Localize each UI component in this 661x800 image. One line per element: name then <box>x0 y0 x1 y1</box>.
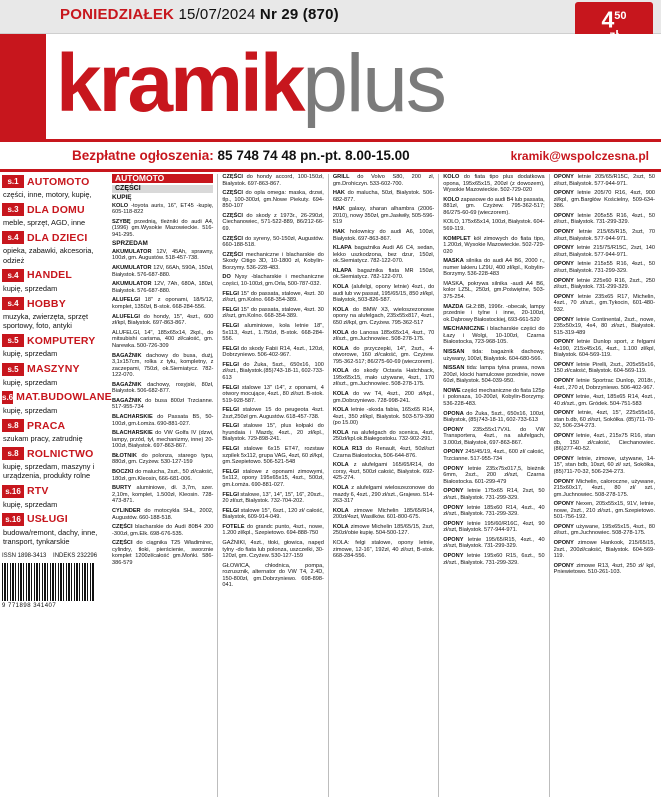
free-ads-label: Bezpłatne ogłoszenia: <box>72 148 214 163</box>
contact-strip <box>0 142 661 172</box>
listing-subheading: KUPIĘ <box>112 194 132 201</box>
sidebar-item-rolnictwo[interactable] <box>2 446 108 480</box>
sidebar-item-dla-dzieci[interactable] <box>2 230 108 264</box>
classified-ad: FELGI do Żuka, 5szt., 650x16, 100 zł/szt., Białystok.(85)743-18-11, 602-733-613 <box>222 361 324 381</box>
classified-ad: OPONY letnie, 4szt, 15", 225x55x16, stan b.db, 60 zł/szt, Sokółka. (85)711-70-32, 506-234-273. <box>553 410 656 430</box>
logo-main-text: kramik <box>56 38 303 129</box>
category-name: DLA DOMU <box>27 203 85 216</box>
sidebar-item-hobby[interactable] <box>2 296 108 330</box>
classified-ad: OPONY letnie Continental, 2szt., nowe, 235x50x19, 4x4, 80 zł/szt., Białystok. 515-319-489 <box>553 316 656 336</box>
classified-ad: OPONY Nexen, 205x55x15, 91V, letnie, nowe, 2szt., 210 zł/szt., gm.Szepietowo. 501-756-192. <box>553 501 656 521</box>
category-name: USŁUGI <box>27 513 68 526</box>
classified-ad: CZĘŚCI do opla omega: maska, drzwi, tlp., 100-300zł, gm.Nowe Piekuty. 694-850-107 <box>222 190 324 210</box>
classified-ad: OPONY letnie 235x75x017,5, bieżnik 6mm, 2szt., 200 zł/szt, Czarna Białostocka. 601-299-479 <box>443 465 545 485</box>
classified-ad: FELGI 15" do passata, stalowe, 4szt. 30 zł/szt, gm.Kolno. 668-354-389. <box>222 290 324 304</box>
classified-ad: BAGAŻNIK dachowy do busa, dużj, 3,1x157cm, rolka z tyłu, kompletny, z zaczepami, 750zł, ok.Siemiatycz. 782-122-070. <box>112 352 214 378</box>
classified-ad: CZĘŚCI mechaniczne i blacharskie do Skody Citigo 3D, 10-1800 zł, Kobylin-Borzymy. 536-228-483. <box>222 251 324 271</box>
classified-ad: OPONY letnie 225x60 R16, 2szt., 250 zł/szt., Białystok. 731-299-329. <box>553 277 656 291</box>
listing-subheading: SPRZEDAM <box>112 240 148 248</box>
price-value: 4 <box>601 6 615 33</box>
classified-ad: KOLA zimowe Michelin 185/65/R14, 200zł/4szt, Wasilków. 601-800-675. <box>332 507 435 521</box>
classified-ad: KOLA z alufelgami wieloszezonowe do mazdy 6, 4szt., 290 zł/szt., Grajewo. 514-263-317 <box>332 485 435 504</box>
category-name: HOBBY <box>27 297 66 310</box>
classified-ad: OPONY używane, 195x65x15, 4szt., 80 zł/szt., gm.Juchnowiec. 508-278-175. <box>553 523 656 537</box>
classified-ad: FELGI stalowe 15", 6szt., 120 zł/ całość, Białystok, 609-914-049. <box>222 507 324 521</box>
classified-ad: CZĘŚCI do skody z 1973r., 26-290zł, Ciechanowiec, 571-522-889, 86/212-66-69. <box>222 212 324 232</box>
category-page-tag: s.4 <box>2 269 24 282</box>
category-page-tag: s.8 <box>2 419 24 432</box>
category-header <box>2 390 112 405</box>
masthead <box>0 34 661 142</box>
classified-ad: OPONY letnie, 4szt., 215x75 R16, stan db, 150 zł/całość, Ciechanowiec. (86)277-40-52. <box>553 433 656 453</box>
classified-ad: KOLO zapasowe do audi B4 lub passata, 881zł, gm. Czyżew. 795-362-517; 86/275-60-69 (wieczorem). <box>443 196 545 216</box>
classifieds-columns <box>108 174 661 797</box>
classified-ad: OPONY letnie 205/65/R15C, 2szt, 50 zł/szt, Białystok. 577-944-971. <box>553 174 656 187</box>
classified-ad: KOLA letnie -skoda fabia, 165x65 R14, 4szt., 350 zł/kpl, Białystok. 503-579-390 (po 15.00) <box>332 407 435 427</box>
classified-ad: OPONY letnie 205x55 R16, 4szt., 50 zł/szt., Białystok. 731-299-329. <box>553 212 656 226</box>
classified-ad: OPONY letnie 185x60 R14, 4szt., 40 zł/szt., Białystok. 731-299-329. <box>443 504 545 517</box>
classified-ad: KLAPA bagażnika Audi A6 C4, sedan, lekko uszkodzona, bez dzur, 150zł, ok.Siemiatycz. 782-122-070. <box>332 245 435 265</box>
sidebar-item-us-ugi[interactable] <box>2 512 108 546</box>
category-page-tag: s.8 <box>2 447 24 460</box>
category-subtitle: muzyka, zwierzęta, sprzęt sportowy, foto, antyki <box>3 312 89 331</box>
classified-ad: OPONY zimowe Hankook, 215/65/15, 2szt., 200zł/całość, Białystok. 604-569-119. <box>553 540 656 560</box>
classified-ad: BURTY aluminiowe, dł. 3,7m, szer. 2,10m, komplet, 1.500zł, Kleosin. 728-473-871. <box>112 485 214 505</box>
category-list <box>2 174 112 547</box>
issue-info <box>60 6 339 23</box>
classified-ad: FELGI stalowe 6x15 ET47, rozstaw szpilek 5x112, grupa VAG, 4szt, 60 zł/kpl, gm.Szepietowo. 506-521-548 <box>222 446 324 466</box>
category-subtitle: kupię, sprzedam <box>3 283 58 293</box>
category-name: HANDEL <box>27 269 72 282</box>
category-page-tag: s.16 <box>2 485 24 498</box>
category-subtitle: kupię, sprzedam <box>3 377 58 387</box>
category-header <box>2 268 108 283</box>
category-subtitle: szukam pracy, zatrudnię <box>3 434 83 444</box>
logo <box>56 40 445 128</box>
issn-label: ISSN 1898-3413 <box>2 553 47 560</box>
classified-ad: CZĘŚCI do hondy accord, 100-150zł, Białystok. 697-863-867. <box>222 174 324 187</box>
classified-ad: FELGI stalowe 15", plus kołpaki do hyundaia i Mazdy, 4szt., 20 zł/kpl., Białystok. 729-898-241. <box>222 423 324 443</box>
category-subtitle: opieka, zabawki, akcesoria, odzież <box>3 246 94 265</box>
classified-ad: MASKA, pokrywa silnika -audi A4 B6, kolor LZ5L, 250zł, gm.Poświętne, 503-375-254. <box>443 280 545 300</box>
classified-ad: HAK holownicy do audi A6, 100zł, Białystok. 697-863-867. <box>332 229 435 242</box>
classified-ad: KOLA na alufelgach do scenica, 4szt, 250zł/kpl.ok.Białegostoku. 732-902-291. <box>332 429 435 443</box>
classified-ad: OPONY letnie 195/60/R16C, 4szt, 90 zł/szt, Białystok. 577-944-971. <box>443 520 545 534</box>
classified-ad: KOLA do skody Octavia Hatchback, 195x65x15, mało używane, 4szt., 170 zł/szt., gm.Juchnowiec. 508-278-175. <box>332 368 435 388</box>
category-subtitle: kupię, sprzedam <box>3 349 58 359</box>
classified-ad: BLACHARSKIE do Passata B5, 50-100zł, gm.Łomża. 690-881-027. <box>112 414 214 427</box>
category-page-tag: s.6 <box>2 392 14 402</box>
classified-ad: DO Nysy -blacharskie i mechaniczne części, 10-100zł, gm.Orla, 500-787-032. <box>222 274 324 287</box>
category-subtitle: meble, sprzęt, AGD, inne <box>3 218 86 228</box>
category-subtitle: budowa/remont, dachy, inne, transport, tynkarskie <box>3 527 98 547</box>
classified-ad: GŁOWICA, chłodnica, pompa, rozrusznik, alternator do VW T4, 2.4D, 150-800zł, gm.Dobrzyniewo. 698-898-041. <box>222 562 324 589</box>
category-name: DLA DZIECI <box>27 231 88 244</box>
classified-ad: BAGAŻNIK do busa 800zł Trzcianne. 517-955-734 <box>112 397 214 411</box>
classified-ad: CZĘŚCI do ciągnika T25 Władimirec, cylindry, tłoki, pierścienie, sworznie komplet 1200zł/całość gm.Mońki. 586-386-579 <box>112 540 214 566</box>
classified-ad: ALUFELGI, 14", 185x65x14, 2kpl., do mitsubishi carisma, 400 zł/całość, gm. Narewka. 500-726-309 <box>112 329 214 349</box>
classified-ad: HAK galaxy, sharan alhambra (2006-2010), nowy 350zł, gm.Jasłwiły, 505-596-519 <box>332 206 435 226</box>
classified-ad: OPONY letnie Sportrac Dunlop, 2018r., 4szt., 270 zł, Dobrzyniewo. 506-402-967. <box>553 378 656 391</box>
top-bar <box>0 0 661 34</box>
classified-ad: KOLA R13 do Renault, 4szt, 50zł/szt Czarna Białostocka, 506-644-876. <box>332 446 435 459</box>
classified-ad: KOLA do Lanosa 185x65x14, 4szt., 70 zł/szt., gm.Juchnowiec. 508-278-175. <box>332 329 435 342</box>
classified-ad: FOTELE do grandc punto, 4szt., nowe, 1.200 zł/kpl., Szepietowo. 694-888-750 <box>222 523 324 537</box>
price-amount <box>575 6 653 33</box>
classified-ad: CZĘŚCI blacharskie do Audi 80B4 200 -300zł, gm.Elk. 698-676-535. <box>112 524 214 537</box>
category-page-tag: s.16 <box>2 513 24 526</box>
classified-ad: ALUFELGI do hondy, 15", 4szt., 600 zł/kpl, Białystok. 697-863-867. <box>112 313 214 327</box>
page-content <box>0 172 661 797</box>
classifieds-column <box>438 174 548 797</box>
sidebar-item-automoto[interactable] <box>2 174 108 199</box>
classified-ad: OPONY letnie 215/65/R15, 2szt, 70 zł/szt, Białystok. 577-944-971. <box>553 229 656 242</box>
category-page-tag: s.4 <box>2 231 24 244</box>
classified-ad: GAŹNIKI, 4szt., tłoki, głowica, napęd tylny -do fiata lub polonza, uszczelki, 30-120zł, gm. Czyżew. 530-127-159 <box>222 540 324 560</box>
classified-ad: OPONY letnie 205/70 R16, 4szt, 900 zł/kpl, gm.Bargłów Kościelny, 509-634-386. <box>553 190 656 210</box>
classified-ad: GRILL do Volvo S80, 200 zł, gm.Drohiczyn. 533-602-700. <box>332 174 435 187</box>
classified-ad: FELGI stalowe 15 do peugeota 4szt. 2szt,250zł gm. Augustów. 618-457-738. <box>222 407 324 420</box>
category-name: AUTOMOTO <box>27 175 90 188</box>
classified-ad: BŁOTNIK do polonza, starego typu, 880zł, gm. Czyżew. 530-127-159 <box>112 452 214 466</box>
category-name: PRACA <box>27 419 66 432</box>
category-name: MASZYNY <box>27 363 80 376</box>
barcode-image <box>2 563 94 601</box>
price-cents: 50 <box>614 10 627 22</box>
category-page-tag: s.4 <box>2 297 24 310</box>
classified-ad: NOWE części mechaniczne do fiata 125p i polonaza, 10-200zł, Kobylin-Borzymy. 536-228-483. <box>443 387 545 407</box>
classified-ad: MECHANICZNE i blacharskie części do Łazy i Wolgi, 10-100zł, Czarna Białostocka, 723-968-105. <box>443 326 545 346</box>
sidebar-footer <box>2 552 108 610</box>
category-header <box>2 296 108 311</box>
free-ads-info <box>72 148 410 163</box>
classified-ad: OPONY 245/45/19, 4szt., 600 zł/ całość, Trzcianne. 517-955-734 <box>443 449 545 462</box>
classified-ad: OPONY Michelin, całoroczne, używane, 215x60x17, 4szt., 80 zł/ szt., gm.Juchnowiec. 508-278-175. <box>553 478 656 498</box>
category-header <box>2 230 108 245</box>
category-header <box>2 362 108 377</box>
sidebar-item-handel[interactable] <box>2 268 108 293</box>
barcode-number: 9 771898 341407 <box>2 603 57 610</box>
classified-ad: SZYBĘ przednią, tleżniki do audi A4, (1996) gm.Wysokie Mazowieckie. 516-941-295. <box>112 218 214 238</box>
category-page-tag: s.1 <box>2 175 24 188</box>
contact-phone: 85 748 74 48 pn.-pt. 8.00-15.00 <box>217 148 410 163</box>
classified-ad: AKUMULATOR 12V, 45Ah, sprawny, 100zł, gm. Augustów. 518-457-738. <box>112 248 214 262</box>
index-label: INDEKS 232296 <box>53 553 98 560</box>
classified-ad: MASKA silnika do audi A4 B6, 2000 r., numer lakieru LZ9U, 400 zł/kpl., Kobylin-Borzymy. 536-228-483 <box>443 258 545 278</box>
classified-ad: KOLA z alufelgami 165/65/R14, do corsy, 4szt, 500zł całość, Białystok. 692-425-274. <box>332 462 435 482</box>
classified-ad: KOLA zimowe Michelin 185/65/15, 2szt, 250zł/obie kupię. 504-500-127. <box>332 523 435 537</box>
category-page-tag: s.5 <box>2 334 24 347</box>
logo-suffix-text: plus <box>302 38 445 129</box>
classified-ad: OPONY letnie 215x55 R16, 4szt., 50 zł/szt, Białystok. 731-299-329. <box>553 261 656 274</box>
issue-date: 15/07/2024 <box>178 6 256 23</box>
sidebar-item-mat-budowlane[interactable] <box>2 390 112 415</box>
category-page-tag: s.3 <box>2 203 24 216</box>
category-subtitle: kupię, sprzedam <box>3 405 58 415</box>
classified-ad: FELGI stalowe z oponami zimowymi, 5x112, opony 195x65x15, 4szt., 500zł, gm.Łomża. 690-881-027. <box>222 468 324 488</box>
classified-ad: OPONY letnie, zimowe, używane, 14-15", stan bdb, 10szt, 60 zł/ szt, Sokółka, (85)711-70-32, 506-234-273. <box>553 455 656 475</box>
category-subtitle: kupię, sprzedam, maszyny i urządzenia, produkty rolne <box>3 462 95 481</box>
classified-ad: BOCZKI do malucha, 2szt., 50 zł/całość, 180zł, gm.Kleosin, 666-681-006. <box>112 469 214 482</box>
classified-ad: AKUMULATOR 12V, 66Ah, 590A, 150zł, Białystok. 576-687-880. <box>112 265 214 278</box>
classified-ad: MAZDA GŁ2:8B, 1996r. -obecak, lampy przednie i tylne i inne, 20-100zł, ok.Dąbrowy Białostockiej, 693-661-520 <box>443 303 545 323</box>
classified-ad: OPONA do Żuka, 5szt., 650x16, 100zł, Białystok, (85)743-18-11, 602-733-613 <box>443 410 545 424</box>
classifieds-column <box>328 174 438 797</box>
classifieds-column <box>217 174 327 797</box>
classified-ad: AKUMULATOR 12V, 7Ah, 680A, 180zł, Białystok. 576-687-880. <box>112 281 214 294</box>
category-header <box>2 512 108 527</box>
classified-ad: OPONY letnie 195x60 R15, 6szt., 50 zł/szt., Białystok. 731-299-329. <box>443 553 545 566</box>
classified-ad: KOLO, 175x65x14, 100zł, Białystok. 604-569-119. <box>443 219 545 232</box>
sidebar-item-maszyny[interactable] <box>2 362 108 387</box>
category-header <box>2 418 108 433</box>
category-page-tag: s.5 <box>2 363 24 376</box>
sidebar-item-komputery[interactable] <box>2 333 108 358</box>
sidebar-item-dla-domu[interactable] <box>2 202 108 227</box>
classified-ad: FELGI stalowe, 13", 14", 15", 16", 20szt., 20 zł/szt, Białystok. 732-704-202. <box>222 491 324 504</box>
classifieds-column <box>108 174 217 797</box>
classified-ad: FELGI stalowe 13" i14", z oponami, 4 otwory mocujące, 4szt., 80 zł/szt. B-stok. 519-928-587. <box>222 384 324 404</box>
category-name: RTV <box>27 485 49 498</box>
issue-number: Nr 29 (870) <box>259 6 339 23</box>
contact-email[interactable]: kramik@wspolczesna.pl <box>510 149 649 163</box>
classified-ad: OPONY 235x55x17VXL do VW Transportera, 4szt., na alufelgach, 3.000zł, Białystok, 697-863-867. <box>443 426 545 446</box>
classified-ad: FELGI aluminiowe, koła letnie 18", 5x113, 4szt., 1.750zł, B-stok. 668-284-556. <box>222 323 324 342</box>
section-banner: AUTOMOTO <box>112 174 213 183</box>
category-header <box>2 174 108 189</box>
classified-ad: KOLA: felgi stalowe, opony letnie, zimowe, 12-16", 192zł, 40 zł/szt, B-stok. 668-284-556. <box>332 540 435 560</box>
classified-ad: KOMPLET kół zimowych do fiata tipo, 1.200zł, Wysokie Mazowieckie. 502-729-020 <box>443 235 545 255</box>
classified-ad: CZĘŚCI do syreny, 50-150zł, Augustów. 660-188-518. <box>222 235 324 249</box>
classified-ad: HAK do malucha, 50zł, Białystok. 506-682-877. <box>332 190 435 203</box>
classified-ad: BAGAŻNIK dachowy, rosyjski, 80zł, Białystok. 506-682-877. <box>112 381 214 395</box>
classified-ad: NISSAN tida: lampa tylna prawa, nowa 200zł, klocki hamulcowe przednie, nowe 60zł, Białystok. 504-039-950. <box>443 365 545 385</box>
classified-ad: OPONY letnie Dunlop sport, z felgami 4x190, 215x45x16, 4szt., 1.100 zł/kpl, Białystok. 604-569-119. <box>553 339 656 359</box>
classified-ad: OPONY letnie, 4szt, 185x65 R14, 4szt., 40 zł/szt., gm. Gródek. 504-751-583 <box>553 394 656 407</box>
classified-ad: BLACHARSKIE do VW Golfa IV (dzwi, lampy, przód, tył, mechanizmy, inne) 20-100zł, Białystok. 697-863-867. <box>112 430 214 450</box>
category-sidebar <box>0 174 112 797</box>
sidebar-item-rtv[interactable] <box>2 484 108 509</box>
classified-ad: OPONY letnie 235x65 R17, Michelin, 4szt., 70 zł/szt., gm.Tykocin, 601-480-932. <box>553 293 656 313</box>
classified-ad: OPONY letnie 195/65/R15, 4szt., 40 zł/szt, Białystok. 731-299-329. <box>443 536 545 550</box>
category-name: ROLNICTWO <box>27 447 94 460</box>
classified-ad: KOLA do przyczepki, 14", 2szt., 4-otworowe, 160 zł/całość, gm. Czyżew. 795-362-517; 86/275-60-69 (wieczorem). <box>332 345 435 365</box>
classified-ad: OPONY letnie 215/75/R15C, 2szt, 140 zł/szt, Białystok. 577-944-971. <box>553 245 656 258</box>
classified-ad: KLAPA bagażnika fiata MR 150zł, ok.Siemiatycz. 782-122-070. <box>332 267 435 281</box>
classified-ad: KOLO do fiata tipo plus dodatkowa opona, 195x65x15, 200zł (z dowozem), Wysokie Mazowieckie. 502-729-020 <box>443 174 545 193</box>
sidebar-item-praca[interactable] <box>2 418 108 443</box>
category-header <box>2 333 108 348</box>
classified-ad: OPONY letnie 175x65 R14, 2szt, 50 zł/szt., Białystok. 731-299-329. <box>443 488 545 501</box>
masthead-red-bar <box>0 34 46 139</box>
classified-ad: OPONY zimowe R13, 4szt, 250 zł/ kpl, Pniewietowo. 510-261-103. <box>553 562 656 576</box>
category-header <box>2 484 108 499</box>
category-name: MAT.BUDOWLANE <box>16 391 112 404</box>
classified-ad: KOLA (alufelgi, opony letnie) 4szt., do audi lub vw passat, 195/65/15, 850 zł/kpl, Białystok, 503-826-587. <box>332 284 435 304</box>
classified-ad: ALUFELGI 18" z oponami, 18/5/12, komplet, 1350zł, B-stok. 668-284-556. <box>112 297 214 310</box>
weekday-label: PONIEDZIAŁEK <box>60 6 175 23</box>
classified-ad: KOLA do vw T4, 4szt., 200 zł/kpl., gm.Dobrzyniewo. 728-998-241. <box>332 391 435 404</box>
classified-ad: KOLO -toyota auris, 16", ET45 -kupię, 605-118-822 <box>112 202 214 215</box>
category-name: KOMPUTERY <box>27 334 96 347</box>
classified-ad: KOLA do BMW X3, wieloszezonowe opony na alufelgach, 235x55x817, 4szt., 650 zł/kpl, gm. Czyżew. 795-362-517 <box>332 306 435 326</box>
classified-ad: FELGI do skody Fabii R14, 4szt., 120zł, Dobrzyniewo. 506-402-967. <box>222 345 324 359</box>
category-header <box>2 446 108 461</box>
subsection-banner: CZĘŚCI <box>112 185 213 194</box>
category-subtitle: części, inne, motory, kupię, <box>3 190 92 199</box>
category-header <box>2 202 108 217</box>
classified-ad: NISSAN tida: bagażnik dachowy, używany, 100zł, Białystok. 604-680-566. <box>443 349 545 362</box>
classified-ad: CYLINDER do motocykla SHL, 2002, Augustów. 660-188-518. <box>112 508 214 521</box>
classified-ad: FELGI 15" do passata, stalowe, 4szt. 30 zł/szt, gm.Kolno. 668-354-389. <box>222 306 324 320</box>
category-subtitle: kupię, sprzedam <box>3 499 58 509</box>
classifieds-column <box>549 174 659 797</box>
classified-ad: OPONY letnie Pirelli, 2szt., 205x55x16, 150 zł/całość, Białystok. 604-569-119. <box>553 361 656 375</box>
